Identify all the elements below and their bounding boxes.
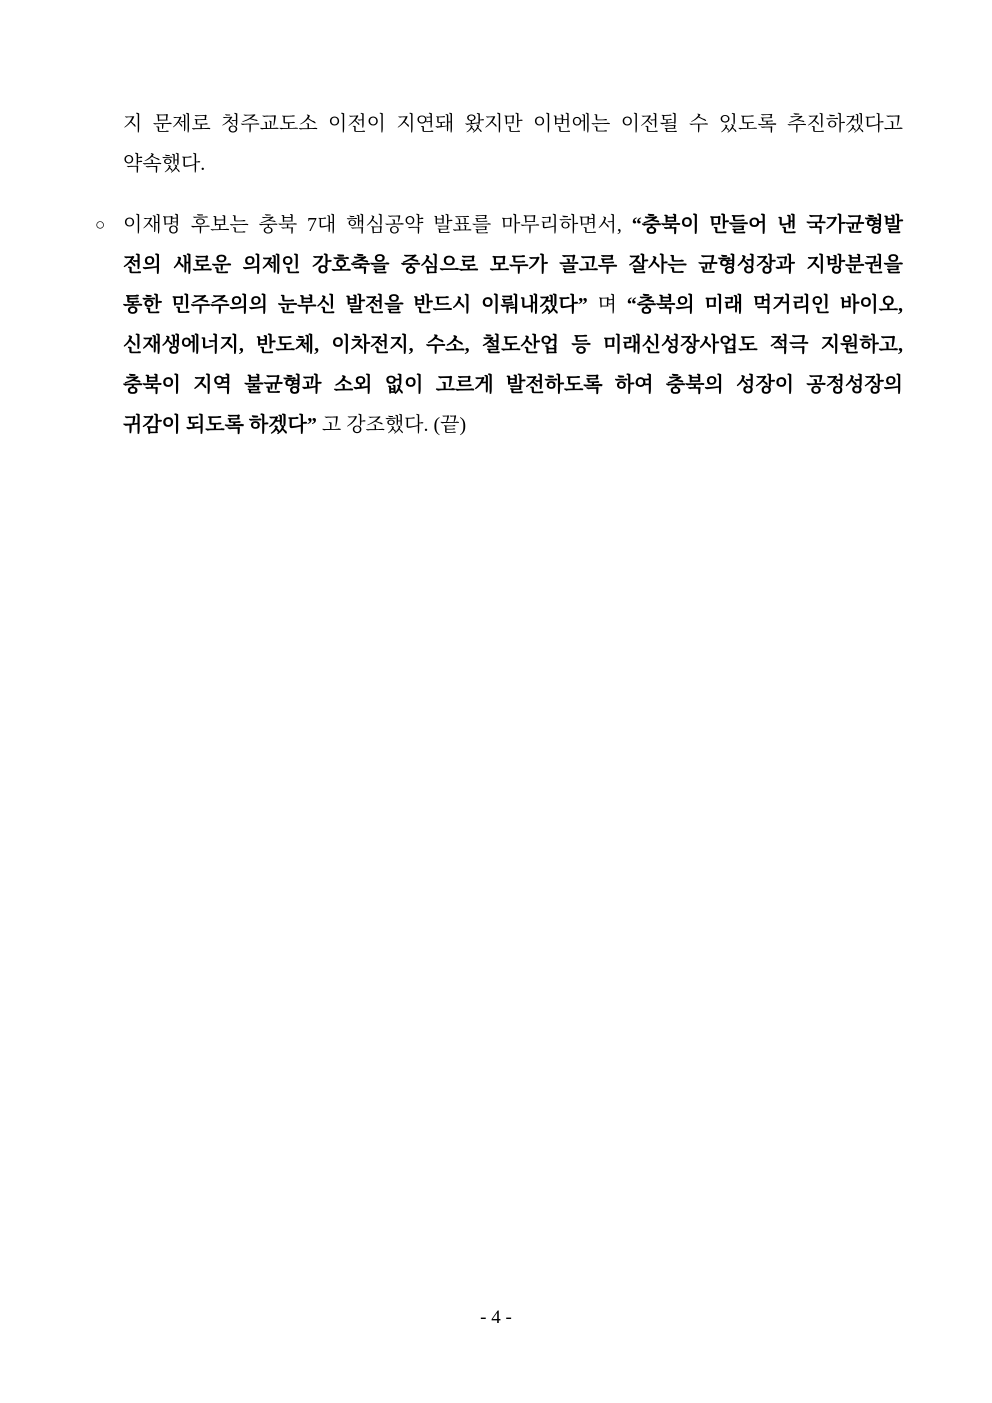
text-line [123, 325, 903, 365]
page-number: - 4 - [480, 1307, 512, 1328]
text-segment: 고 강조했다. (끝) [321, 414, 467, 436]
text-line [123, 285, 903, 325]
text-line [123, 245, 903, 285]
text-line [123, 405, 903, 445]
quoted-bold-text: “충북의 미래 먹거리인 바이오, [626, 294, 903, 316]
document-body [95, 104, 903, 445]
bullet-paragraph [95, 205, 903, 445]
text-line [123, 365, 903, 405]
quoted-bold-text: “충북이 만들어 낸 국가균형발 [631, 214, 903, 236]
bullet-paragraph-text [123, 205, 903, 445]
quoted-bold-text: 신재생에너지, 반도체, 이차전지, 수소, 철도산업 등 미래신성장사업도 적극 지원하고, [123, 334, 903, 356]
quoted-bold-text: 충북이 지역 불균형과 소외 없이 고르게 발전하도록 하여 충북의 성장이 공정성장의 [123, 374, 903, 396]
quoted-bold-text: 귀감이 되도록 하겠다” [123, 414, 322, 436]
continuation-paragraph [123, 104, 903, 184]
text-line [123, 104, 903, 144]
text-segment: 이재명 후보는 충북 7대 핵심공약 발표를 마무리하면서, [123, 214, 632, 236]
text-segment: 지 문제로 청주교도소 이전이 지연돼 왔지만 이번에는 이전될 수 있도록 추진하겠다고 [123, 113, 903, 135]
bullet-marker: ○ [95, 215, 106, 234]
quoted-bold-text: 전의 새로운 의제인 강호축을 중심으로 모두가 골고루 잘사는 균형성장과 지방분권을 [123, 254, 903, 276]
quoted-bold-text: 통한 민주주의의 눈부신 발전을 반드시 이뤄내겠다” [123, 294, 598, 316]
text-line [123, 205, 903, 245]
text-segment: 약속했다. [123, 153, 206, 175]
text-line [123, 144, 903, 184]
text-segment: 며 [597, 294, 627, 316]
